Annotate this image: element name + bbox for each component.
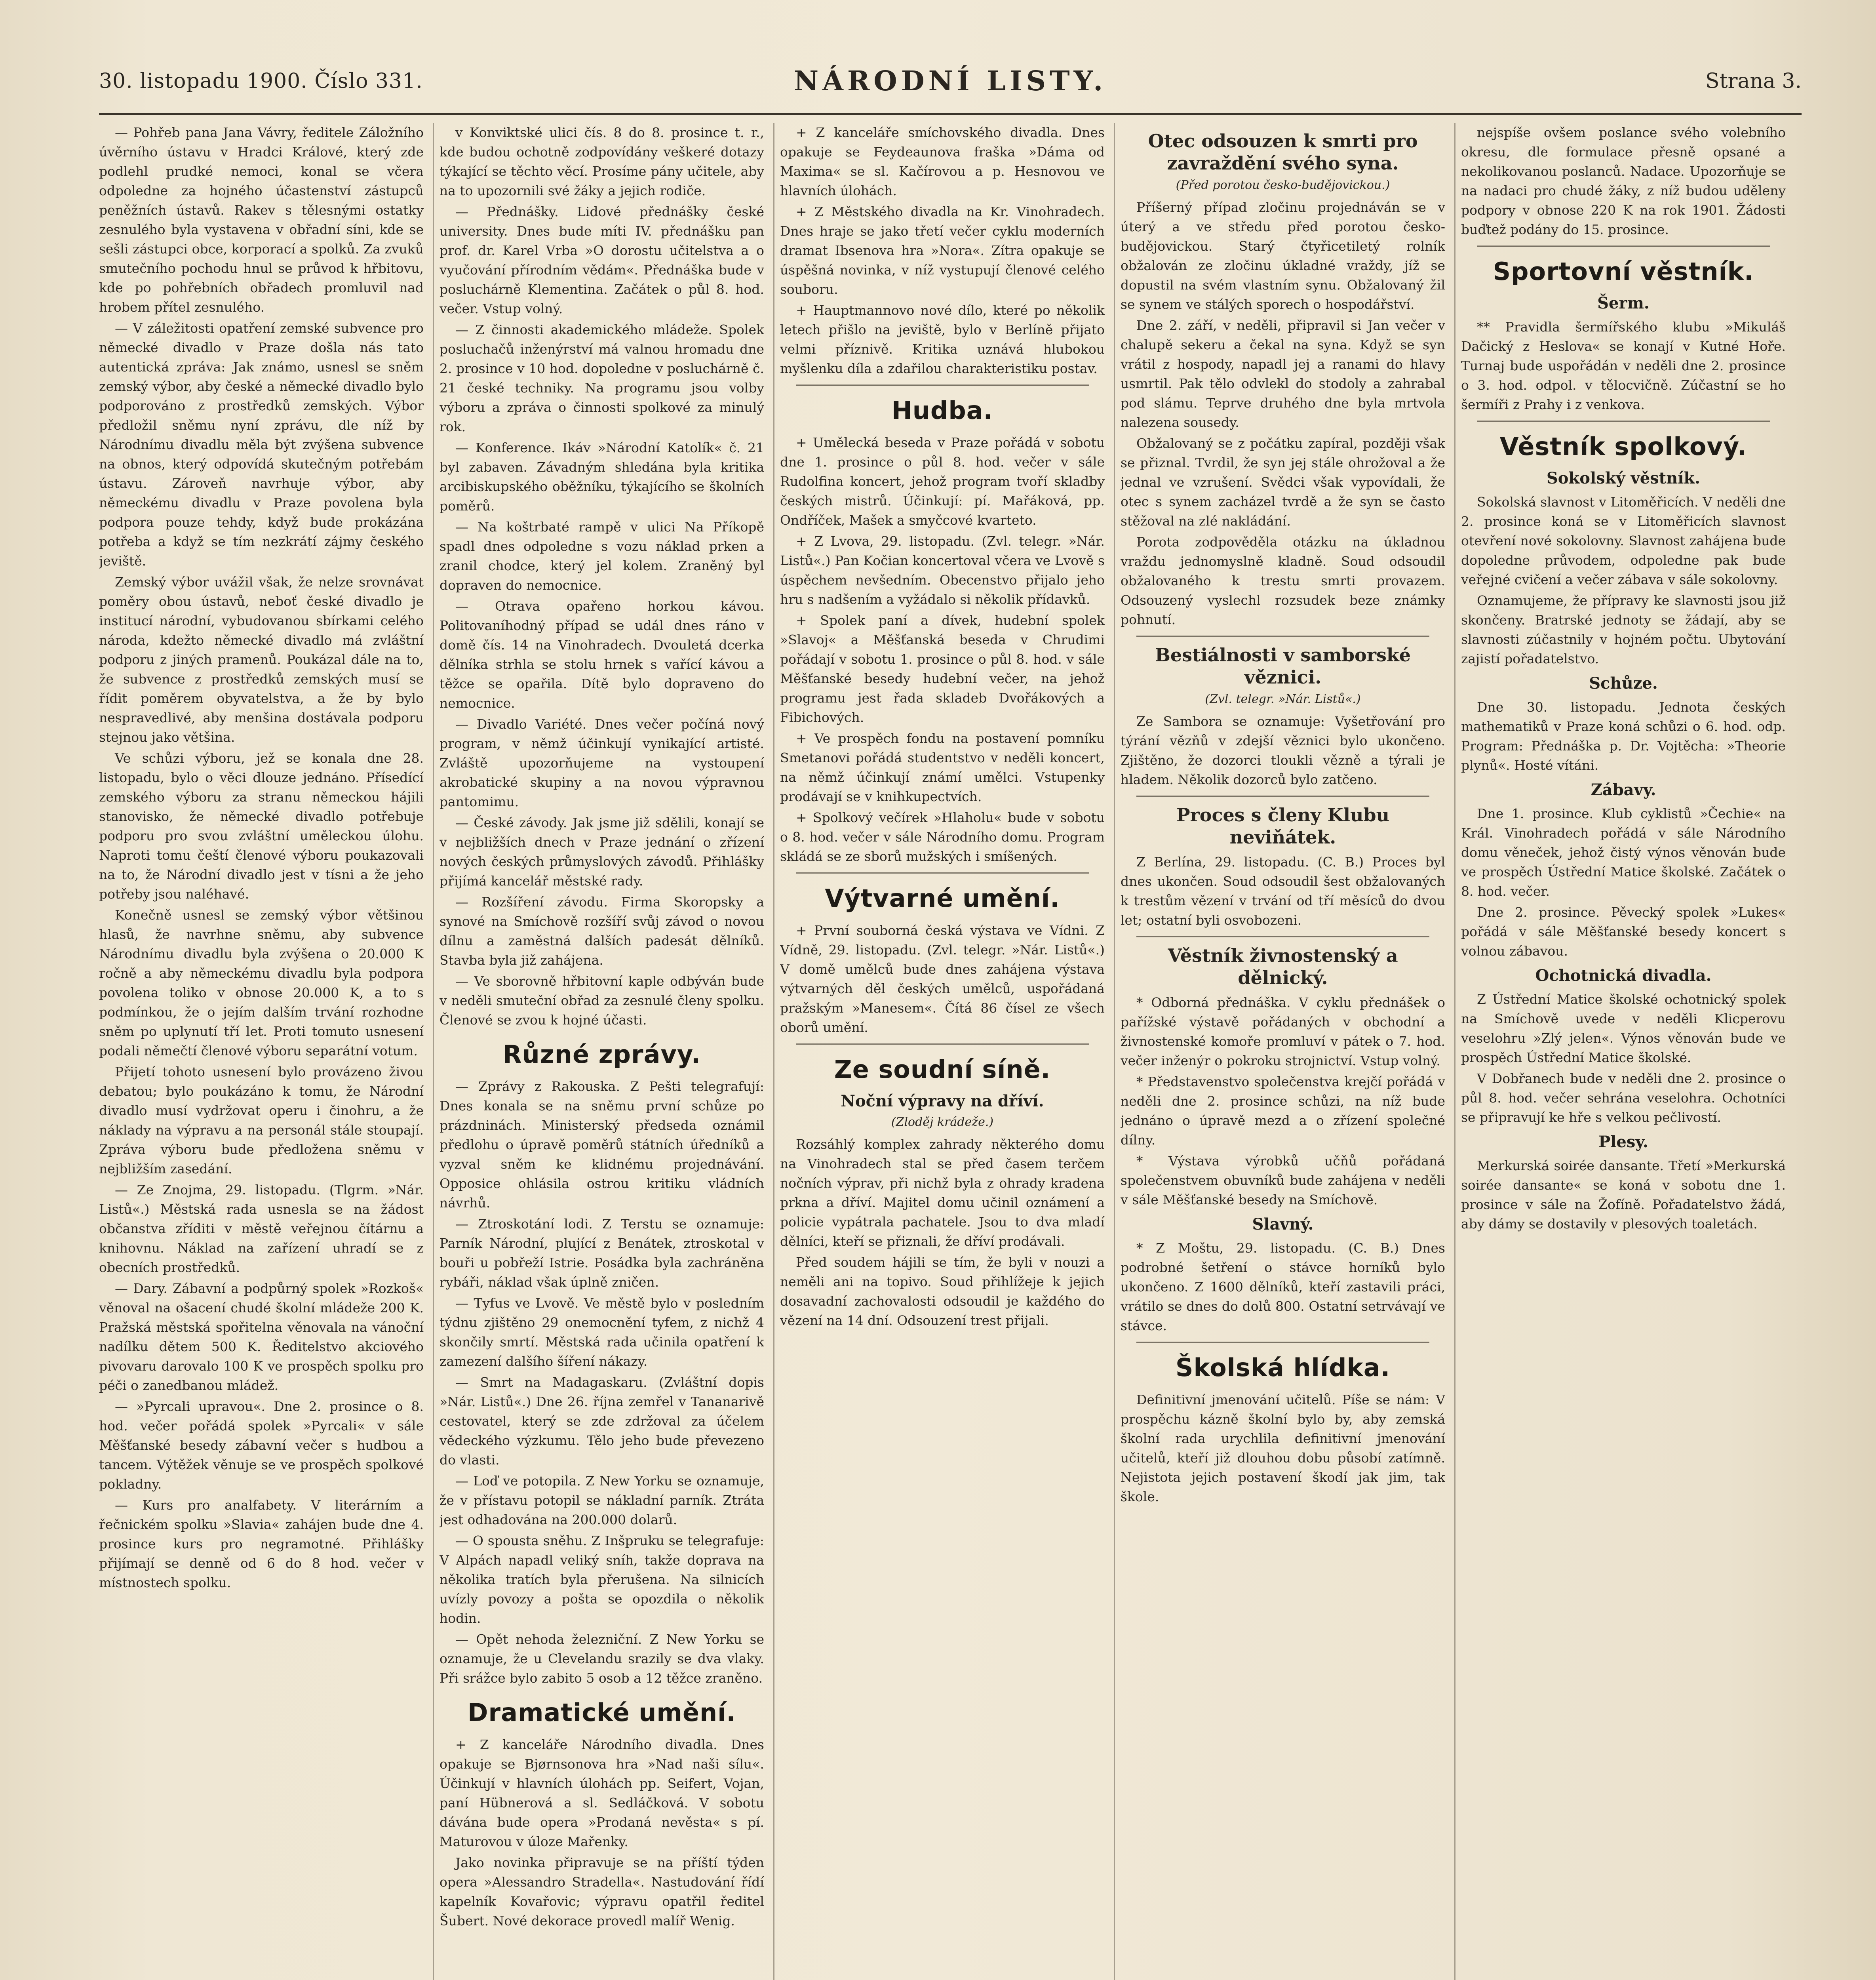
article-paragraph: Zemský výbor uvážil však, že nelze srovnávat poměry obou ústavů, neboť české divadlo je institucí národní, vybudovanou sbírkami celého národa, kdežto německé divadlo má zvláštní podporu z jiných pramenů. Poukázal dále na to, že subvence z prostředků zemských musí se řídit poměrem obyvatelstva, a že by bylo nespravedlivé, aby menšina dostávala podporu stejnou jako většina.: [99, 574, 424, 745]
column-4: [1121, 123, 1445, 1980]
article-paragraph: Konečně usnesl se zemský výbor většinou hlasů, že navrhne sněmu, aby subvence Národnímu divadlu byla zvýšena o 20.000 K ročně a aby německému divadlu byla podpora povolena toliko v obnose 20.000 K, a to s podmínkou, že o jejím dalším trvání rozhodne sněm po uplynutí tří let. Proti tomuto usnesení podali němečtí členové výboru separátní votum.: [99, 907, 424, 1059]
column-5: [1461, 123, 1786, 1980]
article-paragraph: + Hauptmannovo nové dílo, které po několik letech přišlo na jeviště, bylo v Berlíně přijato velmi příznivě. Kritika uznává hlubokou myšlenku díla a zdařilou charakteristiku postav.: [780, 303, 1105, 376]
section-divider: [796, 385, 1089, 386]
masthead: [99, 65, 1802, 101]
article-paragraph: * Představenstvo společenstva krejčí pořádá v neděli dne 2. prosince schůzi, na níž bude jednáno o úpravě mezd a o zřízení společné dílny.: [1121, 1074, 1445, 1148]
article-title: Proces s členy Klubu neviňátek.: [1176, 804, 1390, 848]
article-paragraph: — Divadlo Variété. Dnes večer počíná nový program, v němž účinkují vynikající artisté. Zvláště upozorňujeme na vystoupení akrobatické skupiny a na novou výpravnou pantomimu.: [440, 716, 764, 809]
article-paragraph: Definitivní jmenování učitelů. Píše se nám: V prospěchu kázně školní bylo by, aby zemská školní rada urychlila definitivní jmenování učitelů, kteří již dlouhou dobu působí zatímně. Nejistota jejich postavení škodí jak jim, tak škole.: [1121, 1392, 1445, 1504]
section-heading: Výtvarné umění.: [825, 884, 1060, 913]
section-heading: Různé zprávy.: [502, 1040, 701, 1069]
article-paragraph: Přijetí tohoto usnesení bylo provázeno živou debatou; bylo poukázáno k tomu, že Národní divadlo musí vydržovat operu i činohru, a že náklady na výpravu a na personál stále stoupají. Zpráva výboru bude předložena sněmu v nejbližším zasedání.: [99, 1064, 424, 1177]
article-paragraph: — O spousta sněhu. Z Inšpruku se telegrafuje: V Alpách napadl veliký sníh, takže doprava na několika tratích byla přerušena. Na silnicích uvízly povozy a pošta se opozdila o několik hodin.: [440, 1533, 764, 1626]
article-paragraph: + Z kanceláře Národního divadla. Dnes opakuje se Bjørnsonova hra »Nad naši sílu«. Účinkují v hlavních úlohách pp. Seifert, Vojan, paní Hübnerová a sl. Sedláčková. V sobotu dávána bude opera »Prodaná nevěsta« s pí. Maturovou v úloze Mařenky.: [440, 1737, 764, 1849]
article-paragraph: + Ve prospěch fondu na postavení pomníku Smetanovi pořádá studentstvo v neděli koncert, na němž účinkují známí umělci. Vstupenky prodávají se v knihkupectvích.: [780, 731, 1105, 804]
section-divider: [1477, 421, 1770, 422]
article-paragraph: Příšerný případ zločinu projednáván se v úterý a ve středu před porotou česko-budějovickou. Starý čtyřicetiletý rolník obžalován ze zločinu úkladné vraždy, jíž se dopustil na svém vlastním synu. Obžalovaný žil se synem ve stálých sporech o hospodářství.: [1121, 200, 1445, 312]
article-paragraph: Ze Sambora se oznamuje: Vyšetřování pro týrání vězňů v zdejší věznici bylo ukončeno. Zjištěno, že dozorci tloukli vězně a týrali je hladem. Několik dozorců bylo zatčeno.: [1121, 714, 1445, 787]
section-heading: Věstník spolkový.: [1499, 432, 1747, 461]
article-paragraph: + První souborná česká výstava ve Vídni. Z Vídně, 29. listopadu. (Zvl. telegr. »Nár. Listů«.) V domě umělců bude dnes zahájena výstava výtvarných děl českých umělců, uspořádaná pražským »Manesem«. Čítá 86 čísel ze všech oborů umění.: [780, 923, 1105, 1035]
article-paragraph: Sokolská slavnost v Litoměřicích. V neděli dne 2. prosince koná se v Litoměřicích slavnost otevření nové sokolovny. Slavnost zahájena bude dopoledne průvodem, odpoledne pak bude veřejné cvičení a večer zábava v sále sokolovny.: [1461, 494, 1786, 587]
article-paragraph: Rozsáhlý komplex zahrady některého domu na Vinohradech stal se před časem terčem nočních výprav, při nichž byla z ohrady kradena prkna a dříví. Majitel domu učinil oznámení a policie vypátrala pachatele. Jsou to dva mladí dělníci, kteří se přiznali, že dříví prodávali.: [780, 1137, 1105, 1249]
article-paragraph: — Ze Znojma, 29. listopadu. (Tlgrm. »Nár. Listů«.) Městská rada usnesla se na žádost občanstva zříditi v městě veřejnou čítárnu a knihovnu. Náklad na zařízení uhradí se z obecních prostředků.: [99, 1182, 424, 1275]
article-paragraph: — Dary. Zábavní a podpůrný spolek »Rozkoš« věnoval na ošacení chudé školní mládeže 200 K. Pražská městská spořitelna věnovala na vánoční nadílku dětem 500 K. Ředitelstvo akciového pivovaru darovalo 100 K ve prospěch spolku pro péči o zanedbanou mládež.: [99, 1281, 424, 1393]
article-paragraph: Dne 30. listopadu. Jednota českých mathematiků v Praze koná schůzi o 6. hod. odp. Program: Přednáška p. Dr. Vojtěcha: »Theorie plynů«. Hosté vítáni.: [1461, 699, 1786, 773]
column-divider: [1454, 123, 1456, 1980]
article-title: Bestiálnosti v samborské věznici.: [1155, 644, 1411, 688]
article-paragraph: Porota zodpověděla otázku na úkladnou vraždu jednomyslně kladně. Soud odsoudil obžalovaného k trestu smrti provazem. Odsouzený vyslechl rozsudek beze známky pohnutí.: [1121, 534, 1445, 627]
article-paragraph: Dne 2. září, v neděli, připravil si Jan večer v chalupě sekeru a čekal na syna. Když se syn vrátil z hospody, napadl jej a ranami do hlavy usmrtil. Pak tělo odvlekl do stodoly a zahrabal pod slámu. Teprve druhého dne byla mrtvola nalezena sousedy.: [1121, 318, 1445, 430]
article-paragraph: Dne 1. prosince. Klub cyklistů »Čechie« na Král. Vinohradech pořádá v sále Národního domu věneček, jehož čistý výnos věnován bude ve prospěch Ústřední Matice školské. Začátek o 8. hod. večer.: [1461, 806, 1786, 899]
article-paragraph: + Z Lvova, 29. listopadu. (Zvl. telegr. »Nár. Listů«.) Pan Kočian koncertoval včera ve Lvově s úspěchem nevšedním. Obecenstvo přijalo jeho hru s nadšením a vyžádalo si několik přídavků.: [780, 533, 1105, 607]
subsection-heading: Zábavy.: [1591, 781, 1656, 799]
article-paragraph: + Umělecká beseda v Praze pořádá v sobotu dne 1. prosince o půl 8. hod. večer v sále Rudolfina koncert, jehož program tvoří skladby českých mistrů. Účinkují: pí. Mařáková, pp. Ondříček, Mašek a smyčcové kvarteto.: [780, 435, 1105, 528]
article-title: Otec odsouzen k smrti pro zavraždění svého syna.: [1148, 130, 1418, 174]
section-divider: [1136, 936, 1429, 937]
column-divider: [773, 123, 774, 1980]
article-paragraph: ** Pravidla šermířského klubu »Mikuláš Dačický z Heslova« se konají v Kutné Hoře. Turnaj bude uspořádán v neděli dne 2. prosince o 3. hod. odpol. v tělocvičně. Zúčastní se ho šermíři z Prahy i z venkova.: [1461, 319, 1786, 412]
column-1: [99, 123, 424, 1980]
article-paragraph: — Na koštrbaté rampě v ulici Na Příkopě spadl dnes odpoledne s vozu náklad prken a zranil chodce, který jel kolem. Zraněný byl dopraven do nemocnice.: [440, 519, 764, 593]
section-divider: [796, 872, 1089, 874]
article-title: Noční výpravy na dříví.: [841, 1092, 1044, 1110]
article-paragraph: — Smrt na Madagaskaru. (Zvláštní dopis »Nár. Listů«.) Dne 26. října zemřel v Tananarivě cestovatel, který se zde zdržoval za účelem vědeckého výzkumu. Tělo jeho bude převezeno do vlasti.: [440, 1375, 764, 1468]
article-paragraph: + Z Městského divadla na Kr. Vinohradech. Dnes hraje se jako třetí večer cyklu moderních dramat Ibsenova hra »Nora«. Zítra opakuje se úspěšná novinka, v níž vystupují členové celého souboru.: [780, 204, 1105, 297]
column-3: [780, 123, 1105, 1980]
article-paragraph: — V záležitosti opatření zemské subvence pro německé divadlo v Praze došla nás tato autentická zpráva: Jak známo, usnesl se sněm zemský výbor, aby české a německé divadlo bylo podporováno z prostředků zemských. Výbor předložil sněmu nyní zprávu, dle níž by Národnímu divadlu měla být zvýšena subvence na obnos, který odpovídá skutečným potřebám ústavu. Zároveň navrhuje výbor, aby německému divadlu v Praze povolena byla podpora pouze tehdy, když bude prokázána potřeba a když se tím nezkrátí zájmy českého jeviště.: [99, 320, 424, 569]
issue-date: 30. listopadu 1900. Číslo 331.: [99, 69, 423, 93]
section-heading: Hudba.: [891, 396, 993, 425]
article-paragraph: — Pohřeb pana Jana Vávry, ředitele Záložního úvěrního ústavu v Hradci Králové, který zde podlehl prudké nemoci, konal se včera odpoledne za hojného účastenství zástupců peněžních ústavů. Rakev s tělesnými ostatky zesnulého byla vystavena v obřadní síni, kde se sešli zástupci obce, korporací a spolků. Za zvuků smutečního pochodu hnul se průvod k hřbitovu, kde po pohřebních obřadech promluvil nad hrobem přítel zesnulého.: [99, 125, 424, 315]
column-divider: [433, 123, 434, 1980]
article-paragraph: nejspíše ovšem poslance svého volebního okresu, dle formulace přesně opsané a nekolikovanou poslanců. Nadace. Upozorňuje se na nadaci pro chudé žáky, z níž budou uděleny podpory v obnose 220 K na rok 1901. Žádosti buďtež podány do 15. prosince.: [1461, 125, 1786, 237]
section-divider: [1136, 1342, 1429, 1343]
section-divider: [1477, 246, 1770, 247]
page-number: Strana 3.: [1705, 69, 1802, 93]
article-paragraph: Merkurská soirée dansante. Třetí »Merkurská soirée dansante« se koná v sobotu dne 1. prosince v sále na Žofíně. Pořadatelstvo žádá, aby dámy se dostavily v plesových toaletách.: [1461, 1158, 1786, 1232]
subsection-heading: Sokolský věstník.: [1546, 469, 1701, 487]
section-heading: Sportovní věstník.: [1493, 257, 1754, 286]
article-paragraph: + Z kanceláře smíchovského divadla. Dnes opakuje se Feydeaunova fraška »Dáma od Maxima« se sl. Kačírovou a p. Hesnovou ve hlavních úlohách.: [780, 125, 1105, 198]
article-paragraph: + Spolek paní a dívek, hudební spolek »Slavoj« a Měšťanská beseda v Chrudimi pořádají v sobotu 1. prosince o půl 8. hod. v sále Měšťanské besedy hudební večer, na jehož programu jest řada skladeb Dvořákových a Fibichových.: [780, 613, 1105, 725]
article-paragraph: — Otrava opařeno horkou kávou. Politovaníhodný případ se udál dnes ráno v domě čís. 14 na Vinohradech. Dvouletá dcerka dělníka strhla se stolu hrnek s vařící kávou a těžce se opařila. Dítě bylo dopraveno do nemocnice.: [440, 598, 764, 711]
subsection-heading: Ochotnická divadla.: [1535, 966, 1712, 985]
article-paragraph: Oznamujeme, že přípravy ke slavnosti jsou již skončeny. Bratrské jednoty se žádají, aby se slavnosti zúčastnily v hojném počtu. Ubytování zajistí pořadatelstvo.: [1461, 593, 1786, 666]
section-divider: [1136, 636, 1429, 637]
article-paragraph: v Konviktské ulici čís. 8 do 8. prosince t. r., kde budou ochotně zodpovídány veškeré dotazy týkající se těchto věcí. Prosíme pány učitele, aby na to upozornili své žáky a jejich rodiče.: [440, 125, 764, 198]
article-paragraph: — Ve sborovně hřbitovní kaple odbýván bude v neděli smuteční obřad za zesnulé členy spolku. Členové se zvou k hojné účasti.: [440, 973, 764, 1028]
subsection-heading: Plesy.: [1598, 1133, 1648, 1151]
column-2: [440, 123, 764, 1980]
article-paragraph: Z Ústřední Matice školské ochotnický spolek na Smíchově uvede v neděli Klicperovu veselohru »Zlý jelen«. Výnos věnován bude ve prospěch Ústřední Matice školské.: [1461, 992, 1786, 1065]
article-subtitle: (Zloděj krádeže.): [891, 1115, 994, 1129]
section-divider: [1136, 796, 1429, 797]
section-heading: Dramatické umění.: [468, 1698, 736, 1727]
article-paragraph: * Z Moštu, 29. listopadu. (C. B.) Dnes podrobné šetření o stávce horníků bylo ukončeno. Z 1600 dělníků, kteří zastavili práci, vrátilo se dnes do dolů 800. Ostatní setrvávají ve stávce.: [1121, 1240, 1445, 1333]
article-paragraph: — Přednášky. Lidové přednášky české university. Dnes bude míti IV. přednášku pan prof. dr. Karel Vrba »O dorostu učitelstva a o vyučování přírodním vědám«. Přednáška bude v posluchárně Klementina. Začátek o půl 8. hod. večer. Vstup volný.: [440, 204, 764, 316]
article-paragraph: * Výstava výrobků učňů pořádaná společenstvem obuvníků bude zahájena v neděli v sále Měšťanské besedy na Smíchově.: [1121, 1153, 1445, 1207]
subsection-heading: Schůze.: [1589, 674, 1658, 693]
article-paragraph: — Tyfus ve Lvově. Ve městě bylo v posledním týdnu zjištěno 29 onemocnění tyfem, z nichž 4 skončily smrtí. Městská rada učinila opatření k zamezení dalšího šíření nákazy.: [440, 1295, 764, 1369]
article-paragraph: + Spolkový večírek »Hlaholu« bude v sobotu o 8. hod. večer v sále Národního domu. Program skládá se ze sborů mužských i smíšených.: [780, 810, 1105, 864]
subsection-heading: Šerm.: [1597, 294, 1650, 312]
article-paragraph: Z Berlína, 29. listopadu. (C. B.) Proces byl dnes ukončen. Soud odsoudil šest obžalovaných k trestům vězení v trvání od tří měsíců do dvou let; ostatní byli osvobozeni.: [1121, 854, 1445, 928]
section-heading: Věstník živnostenský a dělnický.: [1168, 945, 1398, 988]
article-paragraph: Jako novinka připravuje se na příští týden opera »Alessandro Stradella«. Nastudování řídí kapelník Kovařovic; výpravu opatřil ředitel Šubert. Nové dekorace provedl malíř Wenig.: [440, 1855, 764, 1929]
section-divider: [796, 1043, 1089, 1045]
column-divider: [1114, 123, 1115, 1980]
article-paragraph: Před soudem hájili se tím, že byli v nouzi a neměli ani na topivo. Soud přihlížeje k jejich dosavadní zachovalosti odsoudil je každého do vězení na 14 dní. Odsouzení trest přijali.: [780, 1255, 1105, 1328]
article-paragraph: — Zprávy z Rakouska. Z Pešti telegrafují: Dnes konala se na sněmu první schůze po prázdninách. Ministerský předseda oznámil předlohu o úpravě poměrů státních úředníků a vyzval sněm ke klidnému projednávání. Opposice ohlásila ostrou kritiku vládních návrhů.: [440, 1079, 764, 1211]
article-paragraph: — Ztroskotání lodi. Z Terstu se oznamuje: Parník Národní, plující z Benátek, ztroskotal v bouři u pobřeží Istrie. Posádka byla zachráněna rybáři, náklad však úplně zničen.: [440, 1216, 764, 1290]
article-paragraph: — Rozšíření závodu. Firma Skoropsky a synové na Smíchově rozšíří svůj závod o novou dílnu a zaměstná dalších padesát dělníků. Stavba byla již zahájena.: [440, 894, 764, 968]
article-paragraph: Dne 2. prosince. Pěvecký spolek »Lukes« pořádá v sále Měšťanské besedy koncert s volnou zábavou.: [1461, 904, 1786, 959]
article-paragraph: — České závody. Jak jsme již sdělili, konají se v nejbližších dnech v Praze jednání o zřízení nových českých průmyslových závodů. Přihlášky přijímá kancelář městské rady.: [440, 815, 764, 889]
section-heading: Ze soudní síně.: [834, 1055, 1051, 1084]
article-paragraph: Ve schůzi výboru, jež se konala dne 28. listopadu, bylo o věci dlouze jednáno. Přísedící zemského výboru za stranu německou hájili stanovisko, že německé divadlo potřebuje podporu pro svou zvláštní uměleckou úlohu. Naproti tomu čeští členové výboru poukazovali na to, že Národní divadlo jest v tísni a že jeho potřeby jsou naléhavé.: [99, 750, 424, 902]
article-title: Slavný.: [1252, 1215, 1314, 1234]
article-paragraph: * Odborná přednáška. V cyklu přednášek o pařížské výstavě pořádaných v obchodní a živnostenské komoře promluví v pátek o 7. hod. večer inženýr o pokroku strojnictví. Vstup volný.: [1121, 995, 1445, 1068]
article-paragraph: — Kurs pro analfabety. V literárním a řečnickém spolku »Slavia« zahájen bude dne 4. prosince kurs pro negramotné. Přihlášky přijímají se denně od 6 do 8 hod. večer v místnostech spolku.: [99, 1497, 424, 1590]
article-paragraph: — »Pyrcali upravou«. Dne 2. prosince o 8. hod. večer pořádá spolek »Pyrcali« v sále Měšťanské besedy zábavní večer s hudbou a tancem. Výtěžek věnuje se ve prospěch spolkové pokladny.: [99, 1399, 424, 1492]
article-paragraph: — Z činnosti akademického mládeže. Spolek posluchačů inženýrství má valnou hromadu dne 2. prosince v 10 hod. dopoledne v posluchárně č. 21 české techniky. Na programu jsou volby výboru a zpráva o činnosti spolkové za minulý rok.: [440, 322, 764, 434]
article-paragraph: Obžalovaný se z počátku zapíral, později však se přiznal. Tvrdil, že syn jej stále ohrožoval a že jednal ve vzrušení. Svědci však vypovídali, že otec s synem zacházel tvrdě a že syn se často stěžoval na zlé nakládání.: [1121, 436, 1445, 529]
article-paragraph: — Konference. Ikáv »Národní Katolík« č. 21 byl zabaven. Závadným shledána byla kritika arcibiskupského oběžníku, týkajícího se školních poměrů.: [440, 440, 764, 514]
newspaper-title: NÁRODNÍ LISTY.: [793, 65, 1107, 97]
section-heading: Školská hlídka.: [1175, 1353, 1391, 1382]
article-subtitle: (Zvl. telegr. »Nár. Listů«.): [1205, 692, 1361, 706]
article-paragraph: — Opět nehoda železniční. Z New Yorku se oznamuje, že u Clevelandu srazily se dva vlaky. Při srážce bylo zabito 5 osob a 12 těžce zraněno.: [440, 1632, 764, 1686]
header-rule: [99, 113, 1802, 115]
article-paragraph: V Dobřanech bude v neděli dne 2. prosince o půl 8. hod. večer sehrána veselohra. Ochotníci se připravují ke hře s velkou pečlivostí.: [1461, 1071, 1786, 1125]
article-subtitle: (Před porotou česko-budějovickou.): [1176, 178, 1390, 192]
article-paragraph: — Loď ve potopila. Z New Yorku se oznamuje, že v přístavu potopil se nákladní parník. Ztráta jest odhadována na 200.000 dolarů.: [440, 1473, 764, 1527]
